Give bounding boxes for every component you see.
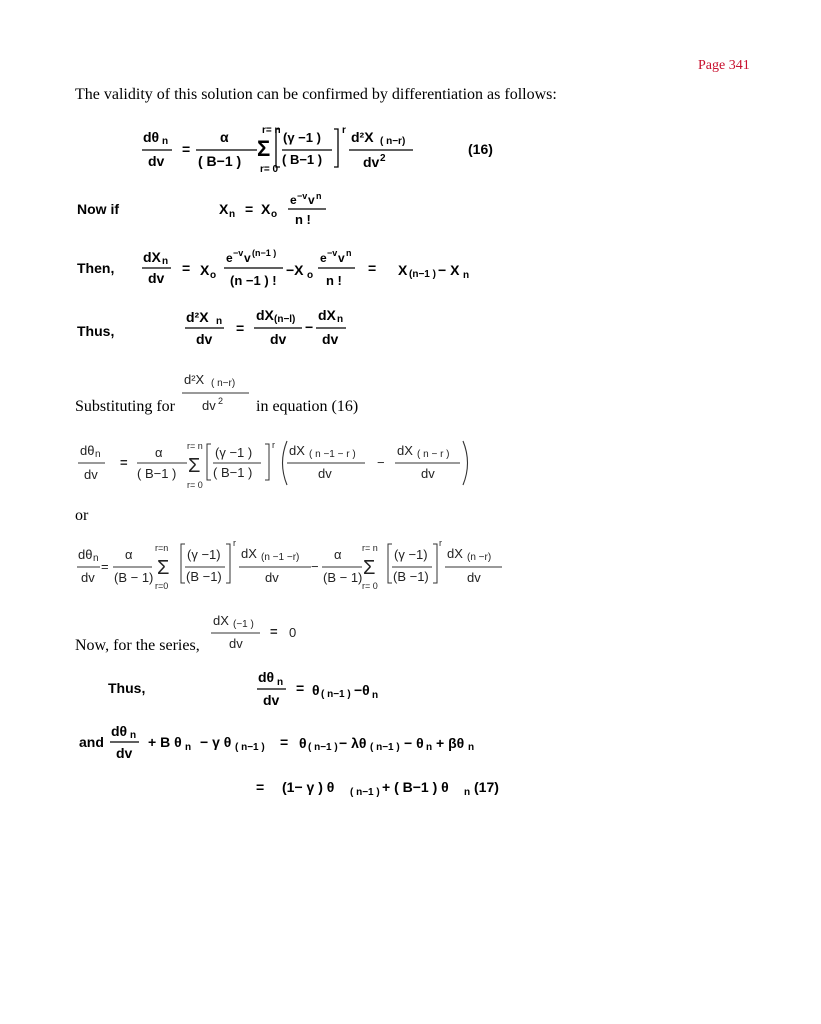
- equation-16: [130, 120, 530, 190]
- svg-text:dv: dv: [196, 331, 213, 347]
- svg-text:α: α: [125, 547, 133, 562]
- svg-text:θ: θ: [312, 682, 320, 698]
- svg-text:e: e: [226, 251, 233, 265]
- svg-text:α: α: [155, 445, 163, 460]
- svg-text:n: n: [95, 449, 101, 460]
- svg-text:r: r: [272, 440, 275, 450]
- svg-text:( n−1 ): ( n−1 ): [321, 689, 351, 700]
- svg-text:−v: −v: [327, 248, 338, 258]
- svg-text:(B − 1): (B − 1): [114, 570, 154, 585]
- svg-text:+ B θ: + B θ: [148, 734, 182, 750]
- svg-text:r=0: r=0: [155, 581, 169, 591]
- svg-text:θ: θ: [299, 735, 307, 751]
- svg-text:dv: dv: [263, 692, 280, 708]
- svg-text:v: v: [338, 251, 345, 265]
- svg-text:dv: dv: [202, 398, 216, 413]
- svg-text:v: v: [244, 251, 251, 265]
- svg-text:+ ( B−1 ) θ: + ( B−1 ) θ: [382, 779, 449, 795]
- svg-text:(γ −1 ): (γ −1 ): [283, 130, 321, 145]
- svg-text:n: n: [277, 677, 284, 688]
- svg-text:(γ −1 ): (γ −1 ): [215, 445, 253, 460]
- svg-text:n !: n !: [326, 273, 342, 288]
- label-now-if: Now if: [77, 201, 119, 217]
- svg-text:(B − 1): (B − 1): [323, 570, 363, 585]
- svg-text:0: 0: [289, 625, 297, 640]
- svg-text:(B −1): (B −1): [186, 569, 222, 584]
- svg-text:Σ: Σ: [363, 557, 376, 579]
- svg-text:(n−1 ): (n−1 ): [409, 269, 436, 280]
- svg-text:( n−r): ( n−r): [380, 136, 406, 147]
- svg-text:2: 2: [218, 396, 224, 406]
- svg-text:n: n: [337, 314, 344, 325]
- svg-text:( B−1 ): ( B−1 ): [137, 466, 177, 481]
- svg-text:dX: dX: [241, 546, 257, 561]
- svg-text:X: X: [398, 262, 408, 278]
- svg-text:r: r: [233, 538, 236, 548]
- svg-text:( n −1 − r ): ( n −1 − r ): [309, 449, 356, 460]
- svg-text:(n −1 ) !: (n −1 ) !: [230, 273, 277, 288]
- svg-text:r= 0: r= 0: [187, 480, 203, 490]
- svg-text:dX: dX: [318, 307, 336, 323]
- svg-text:X: X: [261, 201, 271, 217]
- svg-text:dv: dv: [318, 466, 332, 481]
- svg-text:(n −r): (n −r): [467, 552, 492, 563]
- svg-text:dv: dv: [116, 745, 133, 761]
- svg-text:r: r: [342, 125, 346, 136]
- svg-text:o: o: [271, 209, 278, 220]
- svg-text:( B−1 ): ( B−1 ): [198, 153, 242, 169]
- equation-dx-minus-one: [208, 610, 318, 655]
- svg-text:( n−1 ): ( n−1 ): [370, 742, 400, 753]
- svg-text:=: =: [182, 141, 191, 157]
- svg-text:dθ: dθ: [258, 669, 275, 685]
- svg-text:(1− γ ) θ: (1− γ ) θ: [282, 779, 335, 795]
- svg-text:o: o: [210, 270, 217, 281]
- svg-text:(−1 ): (−1 ): [233, 619, 254, 630]
- svg-text:dX: dX: [397, 443, 413, 458]
- svg-text:−: −: [377, 455, 385, 470]
- svg-text:=: =: [256, 779, 265, 795]
- svg-text:+ βθ: + βθ: [436, 735, 465, 751]
- svg-text:dX: dX: [213, 613, 229, 628]
- svg-text:−X: −X: [286, 262, 304, 278]
- label-then: Then,: [77, 260, 115, 276]
- svg-text:(γ −1): (γ −1): [394, 547, 428, 562]
- equation-17-tag: (17): [474, 779, 499, 795]
- svg-text:=: =: [245, 201, 254, 217]
- now-series-text: Now, for the series,: [75, 637, 200, 654]
- svg-text:X: X: [219, 201, 229, 217]
- svg-text:n: n: [130, 730, 137, 741]
- svg-text:−: −: [311, 559, 319, 574]
- svg-text:dv: dv: [322, 331, 339, 347]
- page-number: Page 341: [698, 58, 750, 73]
- svg-text:dX: dX: [447, 546, 463, 561]
- svg-text:dv: dv: [229, 636, 243, 651]
- svg-text:n: n: [426, 742, 433, 753]
- svg-text:=: =: [270, 624, 278, 639]
- equation-expanded: [75, 536, 515, 596]
- svg-text:=: =: [280, 734, 289, 750]
- equation-xn-definition: [215, 190, 355, 230]
- svg-text:=: =: [182, 260, 191, 276]
- svg-text:(γ −1): (γ −1): [187, 547, 221, 562]
- svg-text:dX: dX: [256, 307, 274, 323]
- svg-text:r: r: [439, 538, 442, 548]
- substituting-suffix: in equation (16): [256, 398, 359, 415]
- svg-text:e: e: [320, 251, 327, 265]
- svg-text:dv: dv: [148, 153, 165, 169]
- svg-text:dv: dv: [84, 467, 98, 482]
- svg-text:=: =: [236, 320, 245, 336]
- svg-text:n: n: [162, 256, 169, 267]
- svg-text:( B−1 ): ( B−1 ): [213, 465, 253, 480]
- svg-text:d²X: d²X: [351, 129, 374, 145]
- intro-text: The validity of this solution can be confirmed by differentiation as follows:: [75, 86, 557, 103]
- svg-text:− λθ: − λθ: [339, 735, 367, 751]
- inline-d2x-fraction: [178, 368, 258, 418]
- equation-16-tag: (16): [468, 141, 493, 157]
- svg-text:X: X: [200, 262, 210, 278]
- svg-text:α: α: [334, 547, 342, 562]
- svg-text:r= n: r= n: [187, 441, 203, 451]
- svg-text:( n − r ): ( n − r ): [417, 449, 450, 460]
- svg-text:v: v: [308, 193, 315, 207]
- svg-text:n: n: [185, 742, 192, 753]
- svg-text:dv: dv: [270, 331, 287, 347]
- svg-text:r= 0: r= 0: [362, 581, 378, 591]
- svg-text:n: n: [463, 270, 470, 281]
- svg-text:( n−r): ( n−r): [211, 378, 236, 389]
- svg-text:(B −1): (B −1): [393, 569, 429, 584]
- label-and: and: [79, 734, 104, 750]
- svg-text:dv: dv: [467, 570, 481, 585]
- svg-text:=: =: [101, 559, 109, 574]
- svg-text:d²X: d²X: [186, 309, 209, 325]
- svg-text:r=n: r=n: [155, 543, 169, 553]
- svg-text:dv: dv: [148, 270, 165, 286]
- equation-dtheta-dv: [252, 666, 402, 711]
- svg-text:2: 2: [380, 153, 386, 164]
- svg-text:−: −: [305, 319, 314, 335]
- svg-text:n: n: [229, 209, 236, 220]
- svg-text:n: n: [464, 787, 471, 798]
- svg-text:dv: dv: [363, 154, 380, 170]
- svg-text:=: =: [368, 260, 377, 276]
- equation-d2xn-dv2: [180, 305, 380, 350]
- svg-text:dX: dX: [143, 249, 161, 265]
- equation-substituted: [75, 438, 475, 498]
- svg-text:Σ: Σ: [188, 455, 201, 477]
- svg-text:−θ: −θ: [354, 682, 370, 698]
- svg-text:dX: dX: [289, 443, 305, 458]
- svg-text:dv: dv: [265, 570, 279, 585]
- svg-text:d²X: d²X: [184, 372, 205, 387]
- svg-text:n !: n !: [295, 212, 311, 227]
- svg-text:dθ: dθ: [111, 723, 128, 739]
- svg-text:− θ: − θ: [404, 735, 424, 751]
- svg-text:Σ: Σ: [257, 136, 271, 161]
- svg-text:( n−1 ): ( n−1 ): [235, 742, 265, 753]
- svg-text:α: α: [220, 129, 229, 145]
- svg-text:dv: dv: [81, 570, 95, 585]
- svg-text:− X: − X: [438, 262, 460, 278]
- svg-text:dv: dv: [421, 466, 435, 481]
- svg-text:r= n: r= n: [262, 125, 281, 136]
- svg-text:(n −1 −r): (n −1 −r): [261, 552, 300, 563]
- svg-text:r= 0: r= 0: [260, 164, 279, 175]
- equation-and: [108, 720, 508, 765]
- equation-17: [252, 770, 512, 804]
- label-thus-2: Thus,: [108, 680, 146, 696]
- equation-dxn-dv: [140, 245, 500, 290]
- svg-text:n: n: [93, 553, 99, 564]
- svg-text:=: =: [296, 680, 305, 696]
- svg-text:o: o: [307, 270, 314, 281]
- svg-text:e: e: [290, 193, 297, 207]
- svg-text:−v: −v: [233, 248, 244, 258]
- label-or: or: [75, 507, 89, 524]
- label-thus-1: Thus,: [77, 323, 115, 339]
- svg-text:(n−1 ): (n−1 ): [252, 248, 277, 258]
- svg-text:n: n: [316, 191, 322, 201]
- svg-text:n: n: [162, 136, 169, 147]
- svg-text:n: n: [372, 690, 379, 701]
- svg-text:(n−l): (n−l): [274, 314, 296, 325]
- svg-text:n: n: [346, 248, 352, 258]
- svg-text:=: =: [120, 455, 128, 470]
- svg-text:( n−1 ): ( n−1 ): [350, 787, 380, 798]
- substituting-prefix: Substituting for: [75, 398, 176, 415]
- svg-text:dθ: dθ: [143, 129, 160, 145]
- svg-text:dθ: dθ: [78, 547, 93, 562]
- svg-text:dθ: dθ: [80, 443, 95, 458]
- svg-text:r= n: r= n: [362, 543, 378, 553]
- svg-text:n: n: [468, 742, 475, 753]
- svg-text:n: n: [216, 316, 223, 327]
- svg-text:− γ θ: − γ θ: [200, 734, 232, 750]
- svg-text:( n−1 ): ( n−1 ): [308, 742, 338, 753]
- svg-text:( B−1 ): ( B−1 ): [282, 152, 323, 167]
- svg-text:−v: −v: [297, 191, 308, 201]
- svg-text:Σ: Σ: [157, 557, 170, 579]
